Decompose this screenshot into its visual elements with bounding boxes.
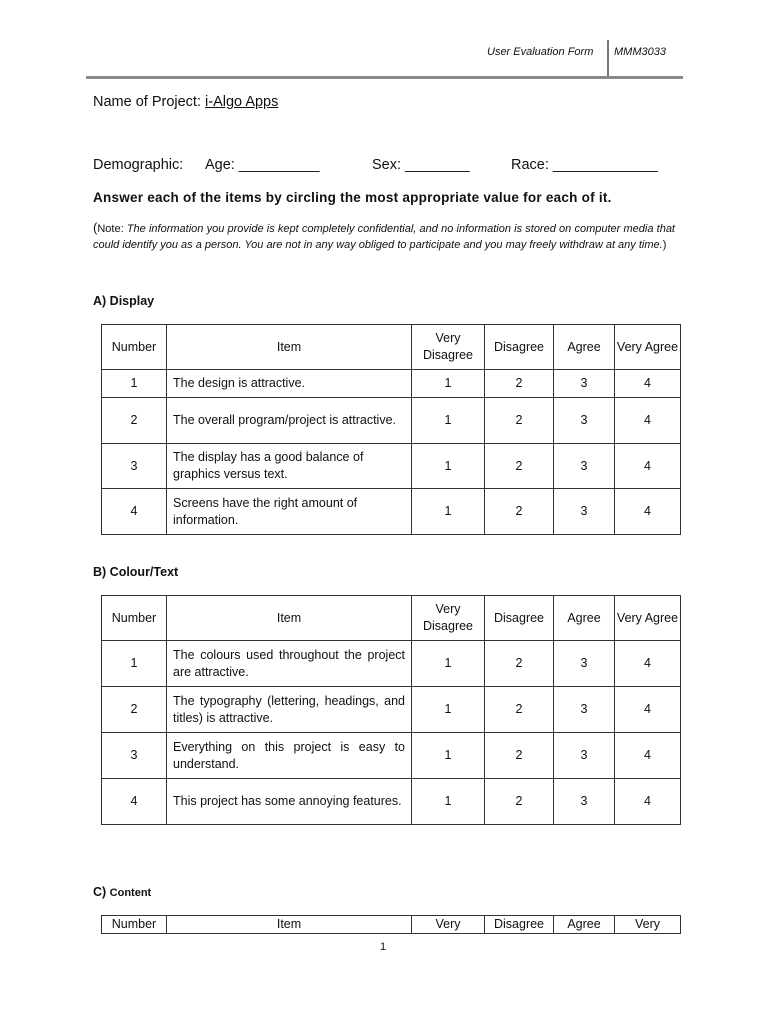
project-label: Name of Project:	[93, 94, 206, 110]
col-very-disagree: Very Disagree	[412, 596, 485, 641]
rating-very-disagree[interactable]: 1	[412, 641, 485, 687]
col-number: Number	[102, 916, 167, 934]
project-name: i-Algo Apps	[205, 94, 279, 110]
row-number: 1	[102, 370, 167, 398]
rating-very-agree[interactable]: 4	[615, 444, 681, 489]
rating-agree[interactable]: 3	[554, 641, 615, 687]
rating-very-disagree[interactable]: 1	[412, 398, 485, 444]
table-row	[102, 641, 681, 687]
col-very-agree: Very Agree	[615, 325, 681, 370]
row-item: The display has a good balance of graphics versus text.	[167, 444, 412, 489]
col-agree: Agree	[554, 325, 615, 370]
rating-agree[interactable]: 3	[554, 370, 615, 398]
col-agree: Agree	[554, 596, 615, 641]
table-header-row	[102, 325, 681, 370]
rating-very-disagree[interactable]: 1	[412, 779, 485, 825]
row-number: 2	[102, 687, 167, 733]
rating-very-disagree[interactable]: 1	[412, 489, 485, 535]
row-item: The design is attractive.	[167, 370, 412, 398]
rating-very-agree[interactable]: 4	[615, 641, 681, 687]
rating-disagree[interactable]: 2	[485, 444, 554, 489]
section-a-title: A) Display	[93, 294, 155, 308]
rating-very-disagree[interactable]: 1	[412, 444, 485, 489]
section-b-title: B) Colour/Text	[93, 565, 179, 579]
row-number: 4	[102, 489, 167, 535]
col-very-disagree: Very	[412, 916, 485, 934]
rating-very-agree[interactable]: 4	[615, 779, 681, 825]
rating-disagree[interactable]: 2	[485, 398, 554, 444]
col-disagree: Disagree	[485, 916, 554, 934]
table-header-row	[102, 596, 681, 641]
section-c-table	[101, 915, 681, 934]
form-title: User Evaluation Form	[487, 46, 594, 58]
row-number: 3	[102, 733, 167, 779]
section-c-prefix: C)	[93, 885, 110, 899]
rating-very-agree[interactable]: 4	[615, 733, 681, 779]
table-row	[102, 444, 681, 489]
rating-agree[interactable]: 3	[554, 779, 615, 825]
col-number: Number	[102, 596, 167, 641]
demographic-line	[93, 157, 683, 177]
rating-very-agree[interactable]: 4	[615, 687, 681, 733]
sex-field[interactable]: Sex: ________	[372, 157, 470, 173]
rating-very-agree[interactable]: 4	[615, 489, 681, 535]
rating-very-agree[interactable]: 4	[615, 370, 681, 398]
note-prefix: Note:	[97, 223, 127, 235]
rating-disagree[interactable]: 2	[485, 489, 554, 535]
rating-disagree[interactable]: 2	[485, 733, 554, 779]
table-row	[102, 489, 681, 535]
col-very-agree: Very Agree	[615, 596, 681, 641]
rating-very-disagree[interactable]: 1	[412, 687, 485, 733]
row-number: 2	[102, 398, 167, 444]
confidentiality-note	[93, 220, 675, 253]
section-a-table	[101, 324, 681, 535]
row-item: The overall program/project is attractive.	[167, 398, 412, 444]
rating-disagree[interactable]: 2	[485, 370, 554, 398]
section-c-title	[93, 885, 151, 899]
col-very-disagree: Very Disagree	[412, 325, 485, 370]
rating-disagree[interactable]: 2	[485, 687, 554, 733]
row-item: This project has some annoying features.	[167, 779, 412, 825]
col-item: Item	[167, 596, 412, 641]
age-field[interactable]: Age: __________	[205, 157, 320, 173]
course-code: MMM3033	[614, 46, 666, 58]
note-text: The information you provide is kept completely confidential, and no information is stored on computer media that could identify you as a person. You are not in any way obliged to participate and you may freely withdraw at any time.	[93, 223, 675, 251]
row-number: 1	[102, 641, 167, 687]
row-item: Screens have the right amount of information.	[167, 489, 412, 535]
rating-disagree[interactable]: 2	[485, 641, 554, 687]
col-disagree: Disagree	[485, 325, 554, 370]
page-number: 1	[380, 941, 387, 953]
rating-very-agree[interactable]: 4	[615, 398, 681, 444]
col-item: Item	[167, 916, 412, 934]
col-very-agree: Very	[615, 916, 681, 934]
row-number: 3	[102, 444, 167, 489]
rating-very-disagree[interactable]: 1	[412, 370, 485, 398]
section-b-table	[101, 595, 681, 825]
instruction: Answer each of the items by circling the most appropriate value for each of it.	[93, 190, 612, 205]
col-number: Number	[102, 325, 167, 370]
demographic-label: Demographic:	[93, 157, 184, 173]
rating-agree[interactable]: 3	[554, 733, 615, 779]
col-item: Item	[167, 325, 412, 370]
table-header-row	[102, 916, 681, 934]
table-row	[102, 779, 681, 825]
table-row	[102, 370, 681, 398]
row-item: The colours used throughout the project are attractive.	[167, 641, 412, 687]
table-row	[102, 398, 681, 444]
note-close-paren: )	[662, 238, 667, 251]
row-item: Everything on this project is easy to understand.	[167, 733, 412, 779]
rating-agree[interactable]: 3	[554, 398, 615, 444]
rating-agree[interactable]: 3	[554, 489, 615, 535]
race-field[interactable]: Race: _____________	[511, 157, 658, 173]
rating-agree[interactable]: 3	[554, 687, 615, 733]
note-open-paren: (	[93, 220, 98, 235]
table-row	[102, 733, 681, 779]
rating-agree[interactable]: 3	[554, 444, 615, 489]
rating-disagree[interactable]: 2	[485, 779, 554, 825]
row-number: 4	[102, 779, 167, 825]
project-line	[93, 94, 278, 110]
table-row	[102, 687, 681, 733]
col-disagree: Disagree	[485, 596, 554, 641]
header-rule	[86, 76, 683, 79]
section-c-label: Content	[109, 887, 152, 899]
row-item: The typography (lettering, headings, and titles) is attractive.	[167, 687, 412, 733]
col-agree: Agree	[554, 916, 615, 934]
rating-very-disagree[interactable]: 1	[412, 733, 485, 779]
header-divider	[607, 40, 609, 78]
